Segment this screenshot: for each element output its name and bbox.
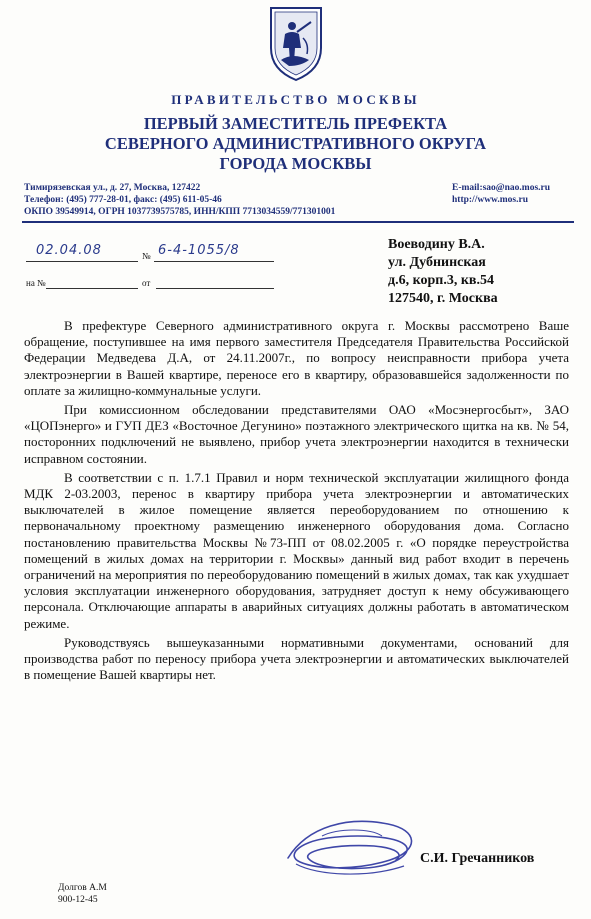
number-underline [154,261,274,262]
addressee-street: ул. Дубнинская [388,255,486,270]
reference-date-underline [156,288,274,289]
executor-block [58,882,107,906]
office-registry-codes: ОКПО 39549914, ОГРН 1037739575785, ИНН/КПП 7713034559/771301001 [24,207,336,217]
executor-phone: 900-12-45 [58,895,98,905]
office-title-line-1: ПЕРВЫЙ ЗАМЕСТИТЕЛЬ ПРЕФЕКТА [143,114,448,133]
handwritten-signature [278,806,428,886]
outgoing-date: 02.04.08 [36,243,102,258]
office-address-block [24,182,384,218]
date-underline [26,261,138,262]
body-paragraph: В префектуре Северного административного округа г. Москвы рассмотрено Ваше обращение, поступившее на имя первого заместителя Председателя Правительства Российской Федерации Медведева Д.А, от 24.11.2007г., по вопросу неисправности прибора учета электроэнергии в Вашей квартире, переносе его в квартиру, образовавшейся задолженности по оплате за жилищно-коммунальные услуги. [24,318,569,398]
government-heading: ПРАВИТЕЛЬСТВО МОСКВЫ [171,92,420,107]
body-paragraph: При комиссионном обследовании представителями ОАО «Мосэнергосбыт», ЗАО «ЦОПэнерго» и ГУП ДЕЗ «Восточное Дегунино» поэтажного электрического щитка на кв. № 54, посторонних подключений не выявлено, прибор учета электроэнергии находится в технически исправном состоянии. [24,402,569,466]
office-email: E-mail:sao@nao.mos.ru [452,183,551,193]
office-web-block [452,182,582,206]
header-divider [22,221,574,223]
number-sign-label: № [142,251,151,261]
office-address: Тимирязевская ул., д. 27, Москва, 127422 [24,183,201,193]
addressee-building: д.6, корп.3, кв.54 [388,273,494,288]
body-paragraph: Руководствуясь вышеуказанными нормативными документами, оснований для производства работ по переносу прибора учета электроэнергии и автоматических выключателей в помещение Вашей квартиры нет. [24,634,569,683]
office-title-line-3: ГОРОДА МОСКВЫ [219,154,372,173]
reference-number-label: на № [26,278,46,288]
office-phone-fax: Телефон: (495) 777-28-01, факс: (495) 611-05-46 [24,195,222,205]
addressee-block [388,236,588,308]
reference-number-underline [46,288,138,289]
moscow-coat-of-arms-icon [267,4,325,82]
addressee-city: 127540, г. Москва [388,291,498,306]
executor-name: Долгов А.М [58,883,107,893]
signatory-name: С.И. Гречанников [420,851,535,866]
office-title-line-2: СЕВЕРНОГО АДМИНИСТРАТИВНОГО ОКРУГА [104,134,487,153]
outgoing-number: 6-4-1055/8 [158,243,240,258]
office-website: http://www.mos.ru [452,195,529,205]
letter-body [24,318,569,686]
reference-date-label: от [142,278,151,288]
body-paragraph: В соответствии с п. 1.7.1 Правил и норм технической эксплуатации жилищного фонда МДК 2-03.2003, перенос в квартиру прибора учета электроэнергии и автоматических выключателей в жилое помещение является переоборудованием по отношению к первоначальному проектному размещению инженерного оборудования дома. Согласно постановлению правительства Москвы №73-ПП от 08.02.2005 г. «О порядке переустройства помещений в жилых домах на территории г. Москвы» данный вид работ входит в перечень ограничений на мероприятия по переоборудованию помещений в жилых домах, так как ухудшает условия эксплуатации инженерного оборудования, затрудняет доступ к нему обсуживающего персонала. Отключающие аппараты в аварийных ситуациях должны работать в автоматическом режиме. [24,469,569,631]
addressee-name: Воеводину В.А. [388,237,485,252]
